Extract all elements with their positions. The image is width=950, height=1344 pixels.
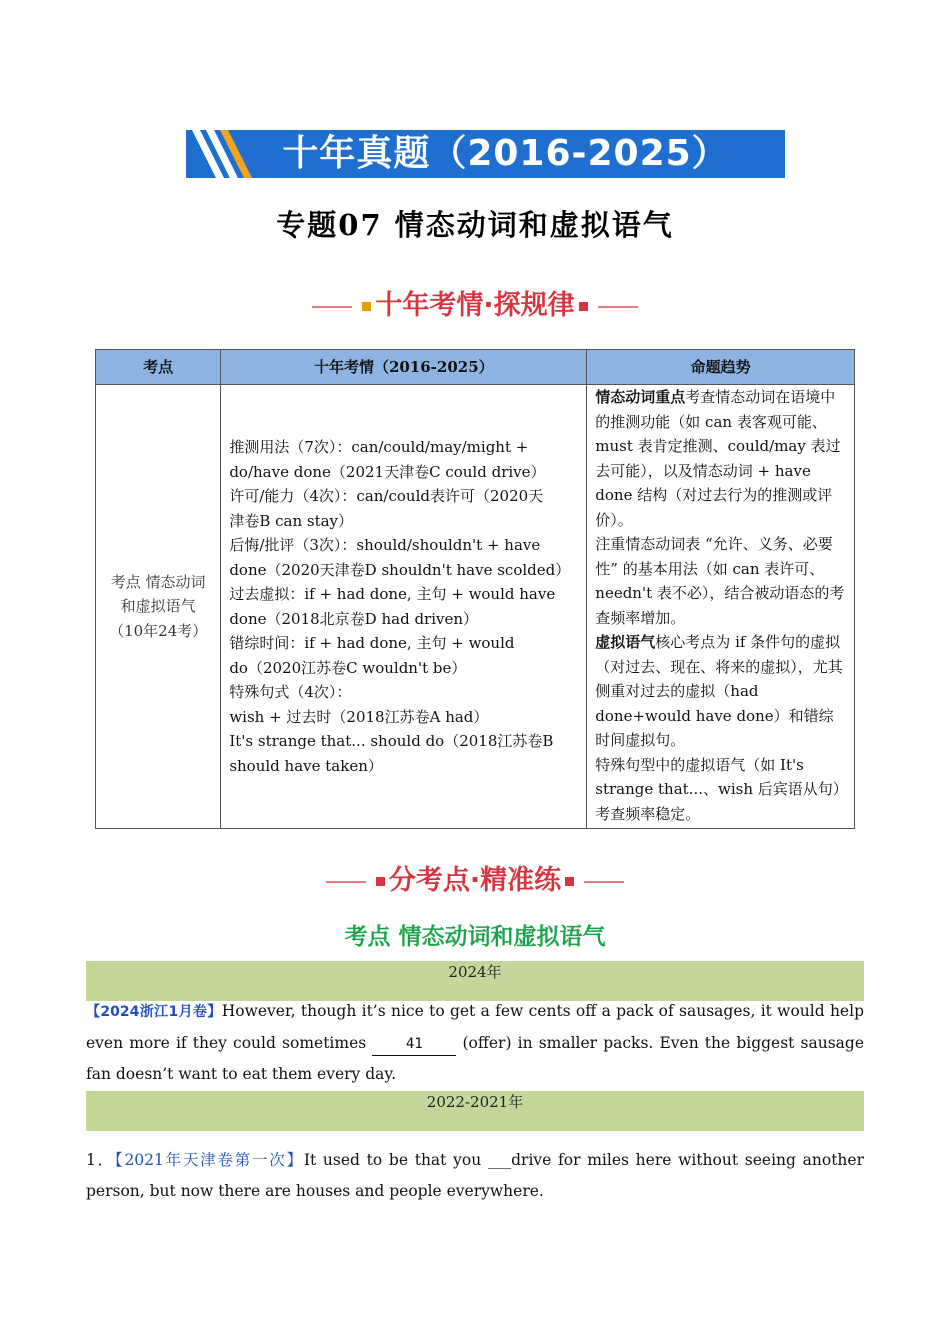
square-decoration-icon [565, 877, 574, 886]
topic-title: 考点 情态动词和虚拟语气 [344, 924, 606, 950]
history-line: 津卷B can stay） [229, 511, 354, 530]
divider [584, 881, 624, 883]
banner-title: 十年真题（2016-2025） [282, 133, 729, 174]
divider [598, 306, 638, 308]
trend-keyword: 虚拟语气 [595, 633, 656, 651]
square-decoration-icon [362, 302, 371, 311]
question-text: (offer) in smaller packs. Even the biggest sausage fan doesn’t want to eat them every day. [86, 1034, 864, 1083]
trend-paragraph [595, 630, 846, 753]
year-bar: 2022-2021年 [86, 1091, 864, 1131]
question-text: It used to be that you ___drive for miles here without seeing another person, but now there are houses and people everywhere. [86, 1151, 864, 1200]
divider [326, 881, 366, 883]
question-source-tag: 【2021年天津卷第一次】 [114, 1151, 304, 1169]
history-line: do（2020江苏卷C wouldn't be） [229, 658, 467, 677]
history-line: wish + 过去时（2018江苏卷A had） [229, 707, 489, 726]
trend-cell [587, 385, 855, 829]
document-title: 专题07 情态动词和虚拟语气 [276, 208, 674, 242]
section-heading-practice [0, 858, 950, 897]
trend-paragraph: 注重情态动词表 “允许、义务、必要性” 的基本用法（如 can 表许可、needn't 表不必），结合被动语态的考查频率增加。 [595, 535, 845, 627]
column-header: 十年考情（2016-2025） [221, 350, 587, 385]
history-line: should have taken） [229, 756, 383, 775]
question-text: However, though it’s nice to get a few cents off a pack of sausages, it would help even more if they could sometimes [86, 1002, 864, 1052]
trend-text: 核心考点为 if 条件句的虚拟（对过去、现在、将来的虚拟），尤其侧重对过去的虚拟（had done+would have done）和错综时间虚拟句。 [595, 633, 843, 749]
trend-text: 考查情态动词在语境中的推测功能（如 can 表客观可能、must 表肯定推测、could/may 表过去可能），以及情态动词 + have done 结构（对过去行为的推测或评价）。 [595, 388, 841, 529]
history-line: done（2018北京卷D had driven） [229, 609, 479, 628]
question-paragraph [86, 1145, 864, 1207]
header-banner [186, 130, 785, 178]
square-decoration-icon [579, 302, 588, 311]
section-heading-trends [0, 283, 950, 322]
section-title: 分考点·精准练 [388, 865, 562, 896]
column-header: 命题趋势 [587, 350, 855, 385]
exam-point-cell: 考点 情态动词和虚拟语气（10年24考） [96, 385, 221, 829]
trend-keyword: 情态动词重点 [595, 388, 686, 406]
question-number: 1． [86, 1151, 115, 1169]
divider [312, 306, 352, 308]
exam-analysis-table [95, 349, 855, 829]
history-line: It's strange that... should do（2018江苏卷B [229, 732, 554, 750]
history-line: done（2020天津卷D shouldn't have scolded） [229, 560, 571, 579]
history-line: 过去虚拟：if + had done, 主句 + would have [229, 585, 556, 603]
history-line: 后悔/批评（3次）：should/shouldn't + have [229, 536, 541, 554]
section-title: 十年考情·探规律 [375, 290, 575, 321]
question-paragraph [86, 996, 864, 1090]
answer-blank: 41 [372, 1033, 456, 1056]
history-cell [221, 385, 587, 829]
column-header: 考点 [96, 350, 221, 385]
history-line: 错综时间：if + had done, 主句 + would [229, 634, 515, 652]
table-header-row [96, 350, 855, 385]
table-row [96, 385, 855, 829]
square-decoration-icon [376, 877, 385, 886]
trend-paragraph: 特殊句型中的虚拟语气（如 It's strange that...、wish 后宾语从句）考查频率稳定。 [595, 755, 841, 823]
history-line: 特殊句式（4次）： [229, 683, 352, 701]
history-line: 推测用法（7次）：can/could/may/might + [229, 438, 529, 456]
history-line: 许可/能力（4次）：can/could表许可（2020天 [229, 487, 544, 505]
year-bar: 2024年 [86, 961, 864, 1001]
trend-paragraph [595, 385, 846, 532]
question-source-tag: 【2024浙江1月卷】 [86, 1004, 222, 1020]
history-line: do/have done（2021天津卷C could drive） [229, 462, 546, 481]
